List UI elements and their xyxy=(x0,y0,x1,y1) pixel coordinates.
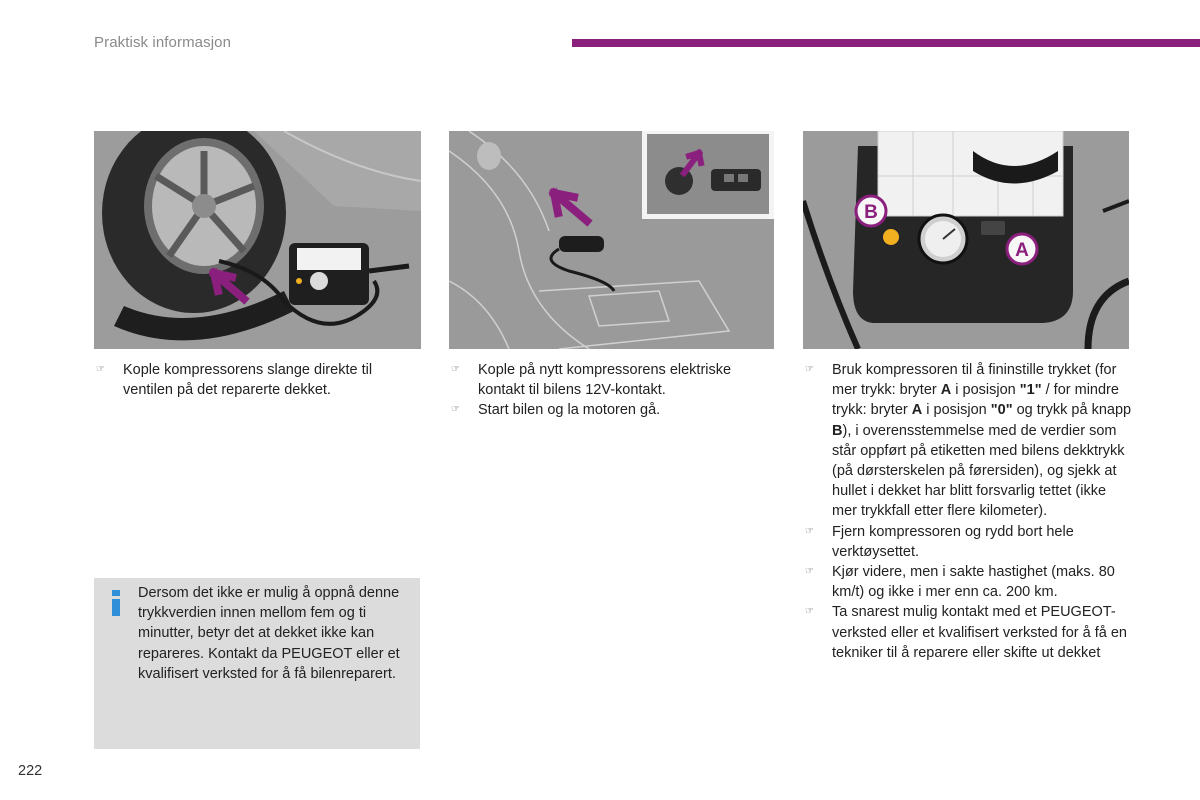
bullet-text: Fjern kompressoren og rydd bort hele verktøysettet. xyxy=(832,523,1074,560)
list-item xyxy=(94,360,414,400)
bullet-text: Bruk kompressoren til å fininstille trykket (for mer trykk: bryter A i posisjon "1" / for mindre trykk: bryter A i posisjon "0" og trykk på knapp B), i overensstemmelse med de verdier som står oppført på etiketten med bilens dekktrykk (på dørsterskelen på førersiden), og sjekk at hullet i dekket har blitt forsvarlig tettet (ikke mer trykkfall etter flere kilometer). xyxy=(832,362,1132,520)
bullet-text: Ta snarest mulig kontakt med et PEUGEOT-verksted eller et kvalifisert verksted for å få en tekniker til å reparere eller skifte ut dekket xyxy=(832,604,1127,661)
column-3-instructions xyxy=(803,360,1133,663)
bullet-text: Kjør videre, men i sakte hastighet (maks. 80 km/t) og ikke i mer enn ca. 200 km. xyxy=(832,564,1115,601)
page-number: 222 xyxy=(18,763,43,779)
pointing-hand-icon: ☞ xyxy=(805,606,814,618)
pointing-hand-icon: ☞ xyxy=(96,364,105,375)
pointing-hand-icon: ☞ xyxy=(451,364,460,375)
pointing-hand-icon: ☞ xyxy=(805,525,814,537)
pointing-hand-icon: ☞ xyxy=(805,566,814,578)
column-2-instructions xyxy=(449,360,769,421)
label-b: B xyxy=(864,202,878,223)
list-item xyxy=(803,602,1133,663)
list-item xyxy=(803,562,1133,602)
header-accent-bar xyxy=(572,39,1200,47)
list-item xyxy=(803,522,1133,562)
running-header: Praktisk informasjon xyxy=(94,34,232,51)
pointing-hand-icon: ☞ xyxy=(805,364,814,375)
socket-plug-illustration xyxy=(449,131,774,349)
label-a: A xyxy=(1015,240,1029,261)
bullet-text: Kople på nytt kompressorens elektriske kontakt til bilens 12V-kontakt. xyxy=(478,362,732,399)
info-note-box xyxy=(94,578,420,749)
list-item xyxy=(449,400,769,420)
pointing-hand-icon: ☞ xyxy=(451,404,460,416)
bullet-text: Start bilen og la motoren gå. xyxy=(478,402,661,419)
info-icon xyxy=(112,590,120,616)
list-item xyxy=(803,360,1133,522)
column-1-instructions xyxy=(94,360,414,400)
compressor-gauge-illustration xyxy=(803,131,1129,349)
info-note-text: Dersom det ikke er mulig å oppnå denne trykkverdien innen mellom fem og ti minutter, betyr det at dekket ikke kan repareres. Kontakt da PEUGEOT eller et kvalifisert verksted for å få bilenreparert. xyxy=(138,585,400,682)
list-item xyxy=(449,360,769,400)
tyre-compressor-illustration xyxy=(94,131,421,349)
bullet-text: Kople kompressorens slange direkte til ventilen på det reparerte dekket. xyxy=(123,362,373,399)
